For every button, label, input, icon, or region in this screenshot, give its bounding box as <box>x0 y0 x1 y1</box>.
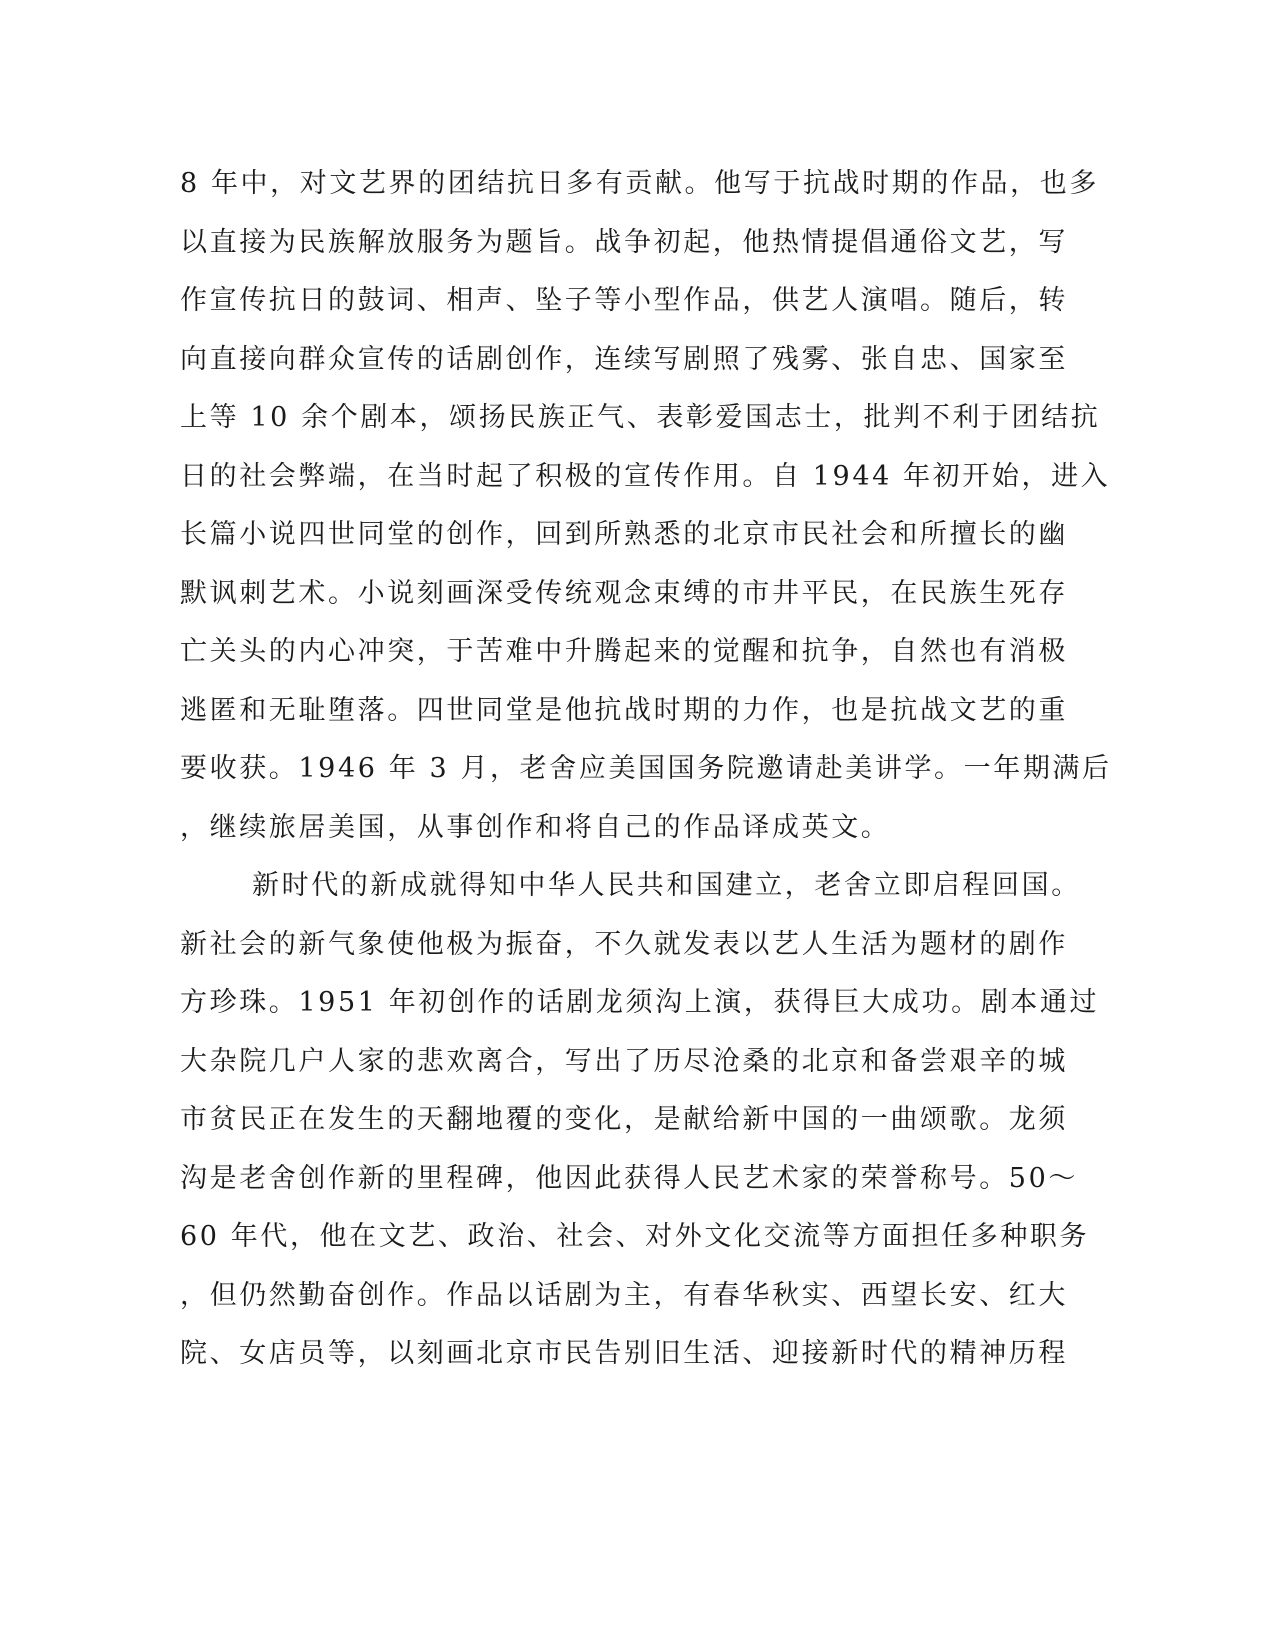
text-line: ，继续旅居美国，从事创作和将自己的作品译成英文。 <box>180 811 891 843</box>
text-line: 上等 10 余个剧本，颂扬民族正气、表彰爱国志士，批判不利于团结抗 <box>180 402 1101 433</box>
text-line: 60 年代，他在文艺、政治、社会、对外文化交流等方面担任多种职务 <box>180 1221 1090 1252</box>
text-line: 以直接为民族解放服务为题旨。战争初起，他热情提倡通俗文艺，写 <box>180 226 1068 258</box>
text-line: 院、女店员等，以刻画北京市民告别旧生活、迎接新时代的精神历程 <box>180 1338 1068 1369</box>
text-line: 新社会的新气象使他极为振奋，不久就发表以艺人生活为题材的剧作 <box>180 928 1068 960</box>
text-line: 默讽刺艺术。小说刻画深受传统观念束缚的市井平民，在民族生死存 <box>180 577 1068 609</box>
text-line: 要收获。1946 年 3 月，老舍应美国国务院邀请赴美讲学。一年期满后 <box>180 753 1112 784</box>
text-line: 作宣传抗日的鼓词、相声、坠子等小型作品，供艺人演唱。随后，转 <box>180 285 1068 316</box>
text-line: 沟是老舍创作新的里程碑，他因此获得人民艺术家的荣誉称号。50～ <box>180 1162 1078 1194</box>
text-line: 逃匿和无耻堕落。四世同堂是他抗战时期的力作，也是抗战文艺的重 <box>180 694 1068 726</box>
paragraph-first-line: 新时代的新成就得知中华人民共和国建立，老舍立即启程回国。 <box>252 870 1081 901</box>
text-line: ，但仍然勤奋创作。作品以话剧为主，有春华秋实、西望长安、红大 <box>180 1279 1068 1311</box>
text-line: 8 年中，对文艺界的团结抗日多有贡献。他写于抗战时期的作品，也多 <box>180 168 1099 199</box>
text-line: 向直接向群众宣传的话剧创作，连续写剧照了残雾、张自忠、国家至 <box>180 343 1068 375</box>
text-line: 日的社会弊端，在当时起了积极的宣传作用。自 1944 年初开始，进入 <box>180 460 1111 492</box>
text-line: 市贫民正在发生的天翻地覆的变化，是献给新中国的一曲颂歌。龙须 <box>180 1104 1068 1135</box>
text-line: 大杂院几户人家的悲欢离合，写出了历尽沧桑的北京和备尝艰辛的城 <box>180 1045 1068 1077</box>
body-text <box>180 155 1112 1384</box>
text-line: 方珍珠。1951 年初创作的话剧龙须沟上演，获得巨大成功。剧本通过 <box>180 987 1100 1018</box>
text-line: 长篇小说四世同堂的创作，回到所熟悉的北京市民社会和所擅长的幽 <box>180 519 1068 550</box>
text-line: 亡关头的内心冲突，于苦难中升腾起来的觉醒和抗争，自然也有消极 <box>180 636 1068 667</box>
